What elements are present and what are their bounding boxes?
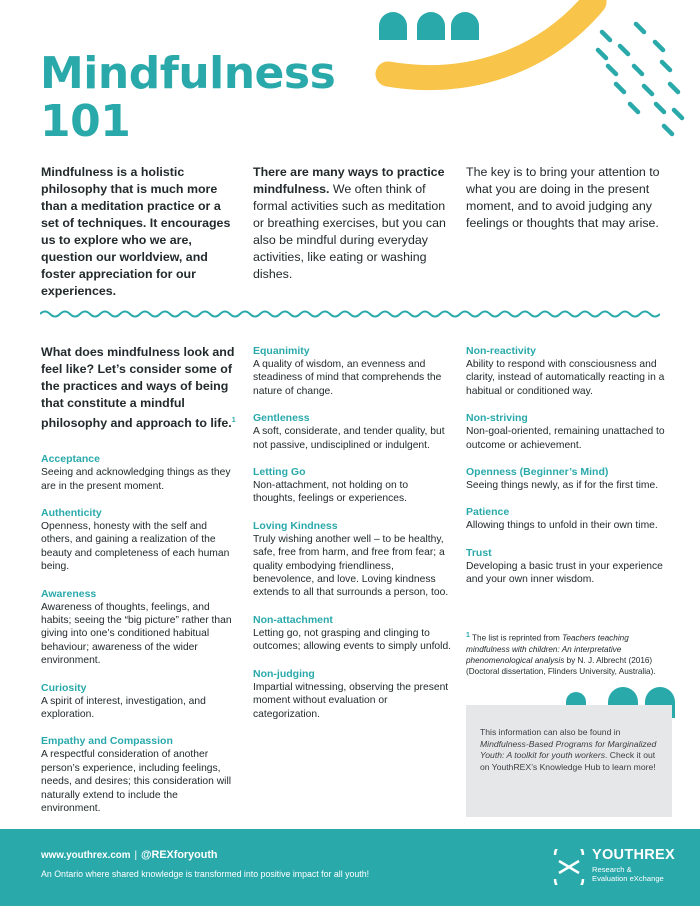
term-definition: A soft, considerate, and tender quality, but not passive, undisciplined or indulgent. [253,426,445,451]
website-link[interactable]: www.youthrex.com [41,850,131,861]
term-definition: Ability to respond with consciousness and clarity, instead of automatically reacting in a habitual or conditioned way. [466,359,665,397]
intro-text: The key is to bring your attention to what you are doing in the present moment, and to avoid judging any feelings or thoughts that may arise. [466,165,660,230]
info-title: Mindfulness-Based Programs for Marginalized Youth: A toolkit for youth workers [480,738,657,760]
footnote-pre: The list is reprinted from [472,633,563,643]
info-box [466,705,672,817]
footnote-number: 1 [466,632,470,639]
logo-name: YOUTHREX [592,847,675,863]
title-line-2: 101 [40,96,131,147]
term-name: Empathy and Compassion [41,735,173,748]
term-definition: Non-attachment, not holding on to thoughts, feelings or experiences. [253,480,409,505]
term-definition: A quality of wisdom, an evenness and steadiness of mind that comprehends the nature of change. [253,359,442,397]
footer [0,829,700,906]
info-post: . Check it out on YouthREX’s Knowledge Hub to learn more! [480,750,656,772]
term-definition: Seeing and acknowledging things as they are in the present moment. [41,467,231,492]
term-definition: Awareness of thoughts, feelings, and habits; seeing the “big picture” rather than giving into one’s conditioned habitual behaviour; awareness of the wider environment. [41,601,232,667]
term-name: Openness (Beginner’s Mind) [466,466,609,479]
footer-tagline: An Ontario where shared knowledge is transformed into positive impact for all youth! [41,869,370,879]
footnote-post: by N. J. Albrecht (2016) (Doctoral dissertation, Flinders University, Australia). [466,655,656,676]
intro-lead: There are many ways to practice mindfulness. [253,165,445,196]
logo-sub-line-2: Evaluation eXchange [592,874,664,883]
term-name: Trust [466,546,492,559]
title-line-1: Mindfulness [40,48,336,99]
intro-text: Mindfulness is a holistic philosophy that is much more than a meditation practice or a set of techniques. It encourages us to explore who we are, question our worldview, and foster appreciation for our experiences. [41,165,231,298]
term-definition: Developing a basic trust in your experience and your own inner wisdom. [466,560,663,586]
term-definition: Impartial witnessing, observing the present moment without evaluation or categorization. [253,681,449,720]
term-name: Letting Go [253,466,306,479]
logo-icon [552,849,586,885]
term-name: Equanimity [253,345,310,357]
term-definition: A spirit of interest, investigation, and exploration. [41,695,206,720]
term-name: Gentleness [253,412,310,425]
footnote-ref: 1 [231,417,236,424]
term-name: Patience [466,506,510,519]
footnote-title: Teachers teaching mindfulness with children: An interpretative phenomenological analysis [466,633,629,665]
term-definition: Allowing things to unfold in their own time. [466,520,658,532]
term-definition: Openness, honesty with the self and others, and gaining a realization of the beauty and completeness of each human being. [41,520,230,573]
term-definition: Truly wishing another well – to be healthy, safe, free from harm, and free from fear; a quality embodying friendliness, benevolence, and love. Loving kindness extends to all that surrounds a person, too. [253,533,449,599]
term-name: Non-judging [253,667,315,680]
term-definition: Seeing things newly, as if for the first time. [466,480,659,492]
term-name: Awareness [41,587,97,600]
link-separator: | [134,850,138,861]
term-name: Authenticity [41,506,102,519]
term-name: Non-attachment [253,613,333,626]
intro-rest: We often think of formal activities such as meditation or breathing exercises, but you can also be mindful during everyday activities, like eating or washing dishes. [253,182,446,281]
term-name: Curiosity [41,681,87,694]
term-definition: Letting go, not grasping and clinging to outcomes; allowing events to simply unfold. [253,627,452,653]
youthrex-logo [552,847,692,891]
term-name: Non-striving [466,412,528,425]
social-handle-link[interactable]: @REXforyouth [141,849,218,861]
term-definition: Non-goal-oriented, remaining unattached to outcome or achievement. [466,426,665,451]
logo-sub-line-1: Research & [592,865,632,874]
term-name: Acceptance [41,453,100,466]
term-name: Non-reactivity [466,345,537,357]
lead-question-text: What does mindfulness look and feel like? Let’s consider some of the practices and ways of being that constitute a mindful philosophy and approach to life. [41,345,235,431]
term-definition: A respectful consideration of another person’s experience, including feelings, needs, and desires; this consideration will naturally extend to include the environment. [41,749,232,815]
footer-links [41,849,218,861]
term-name: Loving Kindness [253,519,338,532]
term-item [41,734,237,815]
info-pre: This information can also be found in [480,727,621,737]
logo-subtitle [592,865,664,883]
